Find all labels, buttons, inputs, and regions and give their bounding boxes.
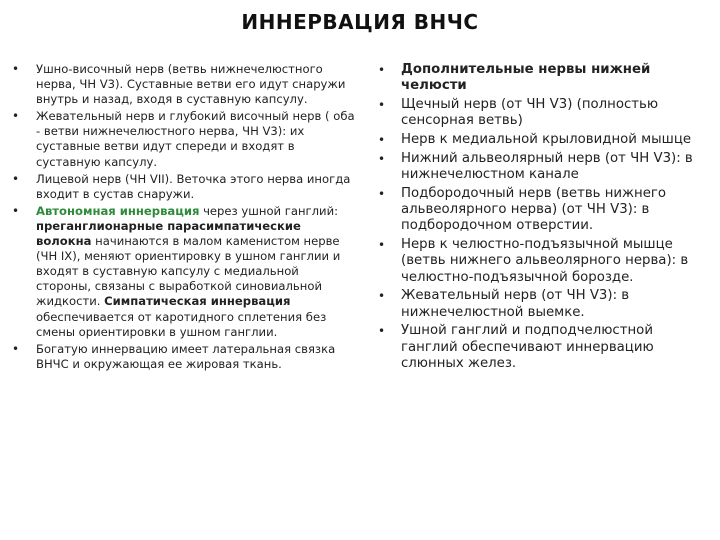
bullet-icon: •: [378, 63, 386, 77]
bullet-icon: •: [12, 341, 20, 356]
list-item: [12, 62, 357, 107]
list-item: [12, 109, 357, 169]
list-item: [378, 151, 708, 184]
list-item: [378, 97, 708, 130]
parasympathetic-fibers-term: преганглионарные парасимпатические волокна: [36, 218, 301, 249]
list-item-text: обеспечивается от каротидного сплетения без смены ориентировки в ушном ганглии.: [36, 309, 327, 339]
list-item-text: через ушной ганглий:: [199, 203, 339, 218]
list-item: [12, 172, 357, 202]
list-item-text: Ушно-височный нерв (ветвь нижнечелюстного нерва, ЧН V3). Суставные ветви его идут снаружи внутрь и назад, входя в суставную капсулу.: [36, 62, 346, 107]
list-item-text: Богатую иннервацию имеет латеральная связка ВНЧС и окружающая ее жировая ткань.: [36, 341, 336, 371]
list-heading: Дополнительные нервы нижней челюсти: [401, 62, 651, 94]
bullet-icon: •: [12, 62, 20, 76]
bullet-icon: •: [378, 98, 386, 112]
list-item: [378, 288, 708, 321]
bullet-icon: •: [12, 109, 20, 124]
right-bullet-list: [378, 62, 708, 375]
list-item-text: Жевательный нерв (от ЧН V3): в нижнечелюстной выемке.: [401, 288, 630, 320]
list-item-text: Нерв к медиальной крыловидной мышце: [401, 132, 692, 147]
list-item: [378, 62, 708, 95]
sympathetic-innervation-term: Симпатическая иннервация: [104, 294, 291, 309]
page-title: ИННЕРВАЦИЯ ВНЧС: [241, 10, 479, 34]
list-item-text: Ушной ганглий и подподчелюстной ганглий обеспечивают иннервацию слюнных желез.: [401, 323, 654, 372]
list-item: [12, 342, 357, 372]
bullet-icon: •: [378, 324, 386, 339]
bullet-icon: •: [12, 171, 20, 186]
list-item: [378, 323, 708, 372]
list-item-text: Нижний альвеолярный нерв (от ЧН V3): в нижнечелюстном канале: [401, 150, 693, 182]
bullet-icon: •: [378, 133, 386, 147]
bullet-icon: •: [12, 203, 20, 218]
list-item-text: Щечный нерв (от ЧН V3) (полностью сенсорная ветвь): [401, 97, 659, 129]
list-item: [378, 186, 708, 235]
list-item: [378, 132, 708, 148]
list-item-text: Лицевой нерв (ЧН VII). Веточка этого нерва иногда входит в сустав снаружи.: [36, 171, 351, 201]
autonomic-innervation-term: Автономная иннервация: [36, 203, 200, 218]
bullet-icon: •: [378, 238, 386, 252]
list-item-text: Нерв к челюстно-подъязычной мышце (ветвь нижнего альвеолярного нерва): в челюстно-подъязычной борозде.: [401, 237, 689, 285]
bullet-icon: •: [378, 151, 386, 166]
bullet-icon: •: [378, 289, 386, 304]
left-bullet-list: [12, 62, 357, 372]
list-item-text: начинаются в малом каменистом нерве (ЧН IX), меняют ориентировку в ушном ганглии и входят в суставную капсулу с медиальной стороны, связаны с выработкой синовиальной жидкости.: [36, 234, 341, 309]
list-item-text: Подбородочный нерв (ветвь нижнего альвеолярного нерва) (от ЧН V3): в подбородочном отверстии.: [401, 185, 667, 234]
bullet-icon: •: [378, 186, 386, 201]
list-item: [378, 237, 708, 286]
list-item-text: Жевательный нерв и глубокий височный нерв ( оба - ветви нижнечелюстного нерва, ЧН V3): их суставные ветви идут спереди и входят в суставную капсулу.: [36, 109, 355, 169]
list-item: [12, 204, 357, 340]
